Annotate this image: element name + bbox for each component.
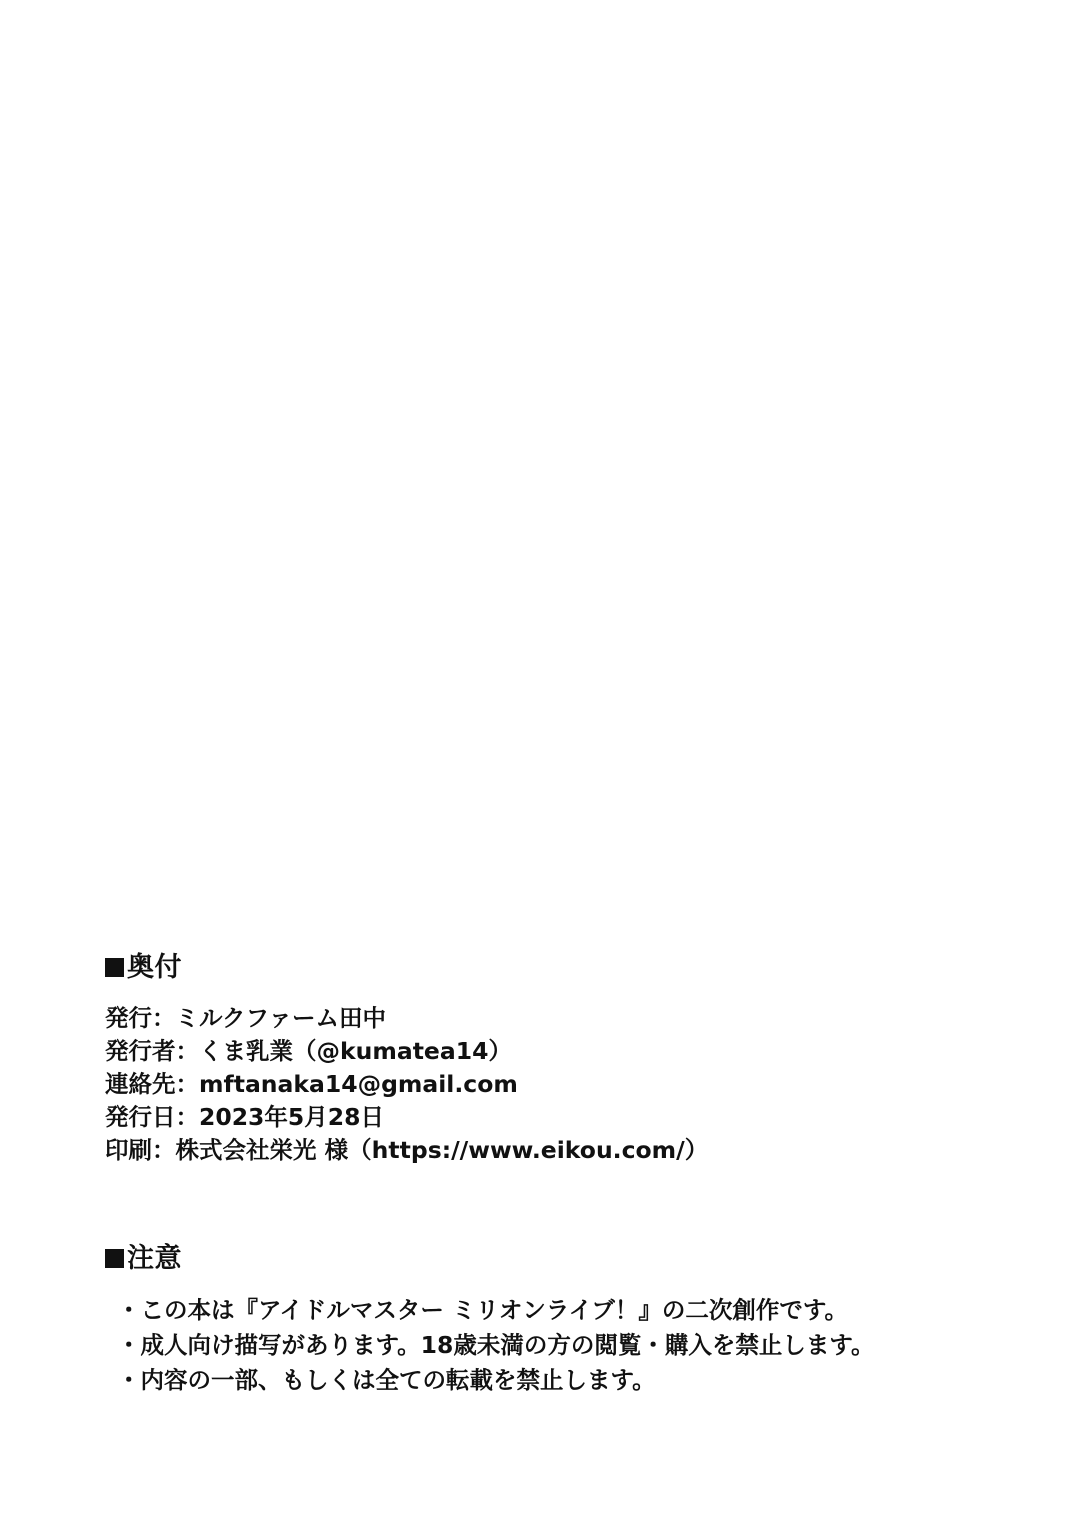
colophon-section — [105, 952, 985, 1167]
notice-item-list — [105, 1293, 985, 1398]
square-bullet-icon — [105, 1249, 124, 1268]
list-item: ・この本は『アイドルマスター ミリオンライブ！』の二次創作です。 — [117, 1296, 849, 1325]
colophon-heading — [105, 952, 985, 984]
notice-section — [105, 1243, 985, 1398]
notice-heading — [105, 1243, 985, 1275]
list-item: 発行：ミルクファーム田中 — [105, 1004, 387, 1033]
list-item: 印刷：株式会社栄光 様（https://www.eikou.com/） — [105, 1136, 709, 1165]
list-item: ・成人向け描写があります。18歳未満の方の閲覧・購入を禁止します。 — [117, 1331, 875, 1360]
list-item: 発行日：2023年5月28日 — [105, 1103, 384, 1132]
colophon-info-list — [105, 1002, 985, 1167]
square-bullet-icon — [105, 958, 124, 977]
list-item: 連絡先：mftanaka14@gmail.com — [105, 1070, 518, 1099]
list-item: 発行者：くま乳業（@kumatea14） — [105, 1037, 512, 1066]
notice-heading-label: 注意 — [127, 1243, 182, 1274]
colophon-heading-label: 奥付 — [127, 952, 182, 983]
list-item: ・内容の一部、もしくは全ての転載を禁止します。 — [117, 1366, 656, 1395]
